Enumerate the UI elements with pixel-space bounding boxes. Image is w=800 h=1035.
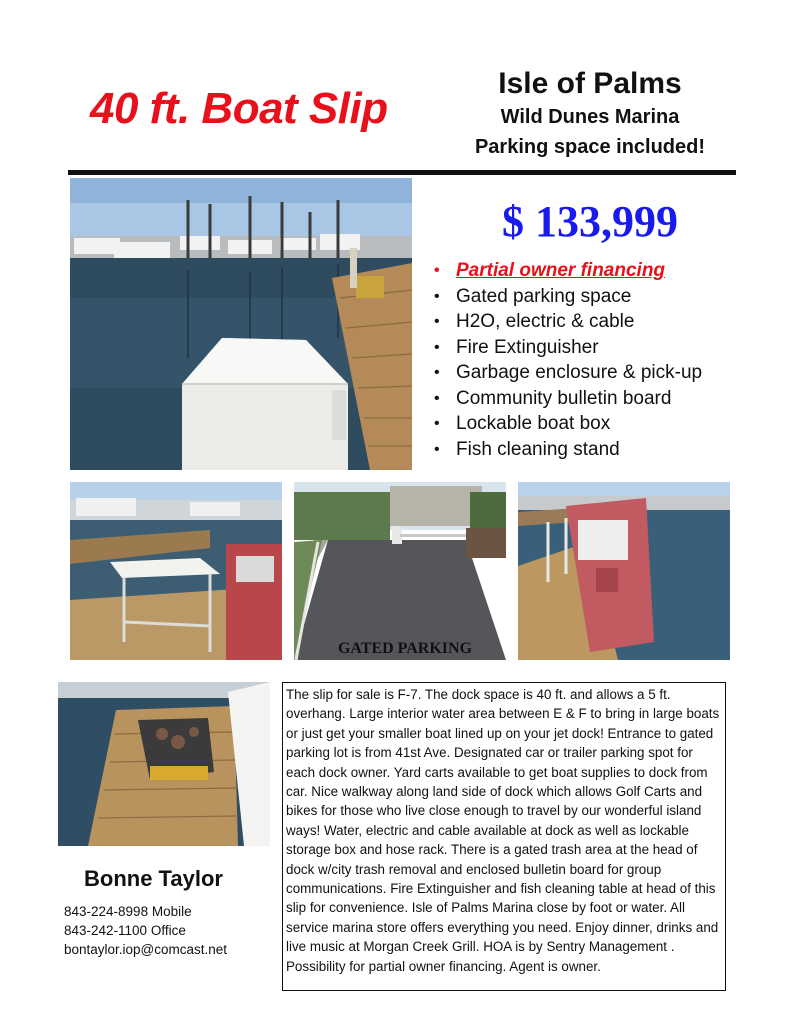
feature-item: • Fish cleaning stand <box>432 437 702 463</box>
parking-note: Parking space included! <box>474 136 706 158</box>
main-dock-photo <box>70 178 412 470</box>
feature-item: • Lockable boat box <box>432 411 702 437</box>
gated-parking-caption: GATED PARKING <box>337 640 473 657</box>
feature-item: • Garbage enclosure & pick-up <box>432 360 702 386</box>
lockable-boat-box-photo <box>58 682 270 846</box>
feature-item: • Fire Extinguisher <box>432 335 702 361</box>
fish-cleaning-stand-photo <box>70 482 282 660</box>
location-name: Isle of Palms <box>498 67 682 100</box>
listing-title: 40 ft. Boat Slip <box>90 84 388 133</box>
listing-description: The slip for sale is F-7. The dock space is 40 ft. and allows a 5 ft. overhang. Large interior water area between E & F to bring in large boats or just get your smaller boat lined up on your jet dock! Entrance to gated parking lot is from 41st Ave. Designated car or trailer parking spot for each dock owner. Yard carts available to get boat supplies to dock from car. Nice walkway along land side of dock which allows Golf Carts and bikes for those who live close enough to travel by our wonderful island ways! Water, electric and cable available at dock as well as lockable storage box and hose rack. There is a gated trash area at the head of dock w/city trash removal and enclosed bulletin board for group communications. Fire Extinguisher and fish cleaning table at head of this slip for convenience. Isle of Palms Marina close by foot or water. All service marina store offers everything you need. Enjoy dinner, drinks and live music at Morgan Creek Grill. HOA is by Sentry Management . Possibility for partial owner financing. Agent is owner. <box>282 682 726 991</box>
feature-list <box>432 258 702 462</box>
feature-item: • H2O, electric & cable <box>432 309 702 335</box>
feature-item: • Gated parking space <box>432 284 702 310</box>
agent-office: 843-242-1100 Office <box>64 923 186 938</box>
header-divider <box>68 170 736 175</box>
feature-item-financing: • Partial owner financing <box>432 258 702 284</box>
garbage-enclosure-photo <box>518 482 730 660</box>
header-location-block <box>470 66 710 162</box>
feature-item: • Community bulletin board <box>432 386 702 412</box>
listing-price: $ 133,999 <box>502 197 678 246</box>
agent-mobile: 843-224-8998 Mobile <box>64 904 192 919</box>
agent-email: bontaylor.iop@comcast.net <box>64 942 228 957</box>
agent-name: Bonne Taylor <box>84 866 223 891</box>
gated-parking-photo <box>294 482 506 660</box>
marina-name: Wild Dunes Marina <box>500 106 680 128</box>
